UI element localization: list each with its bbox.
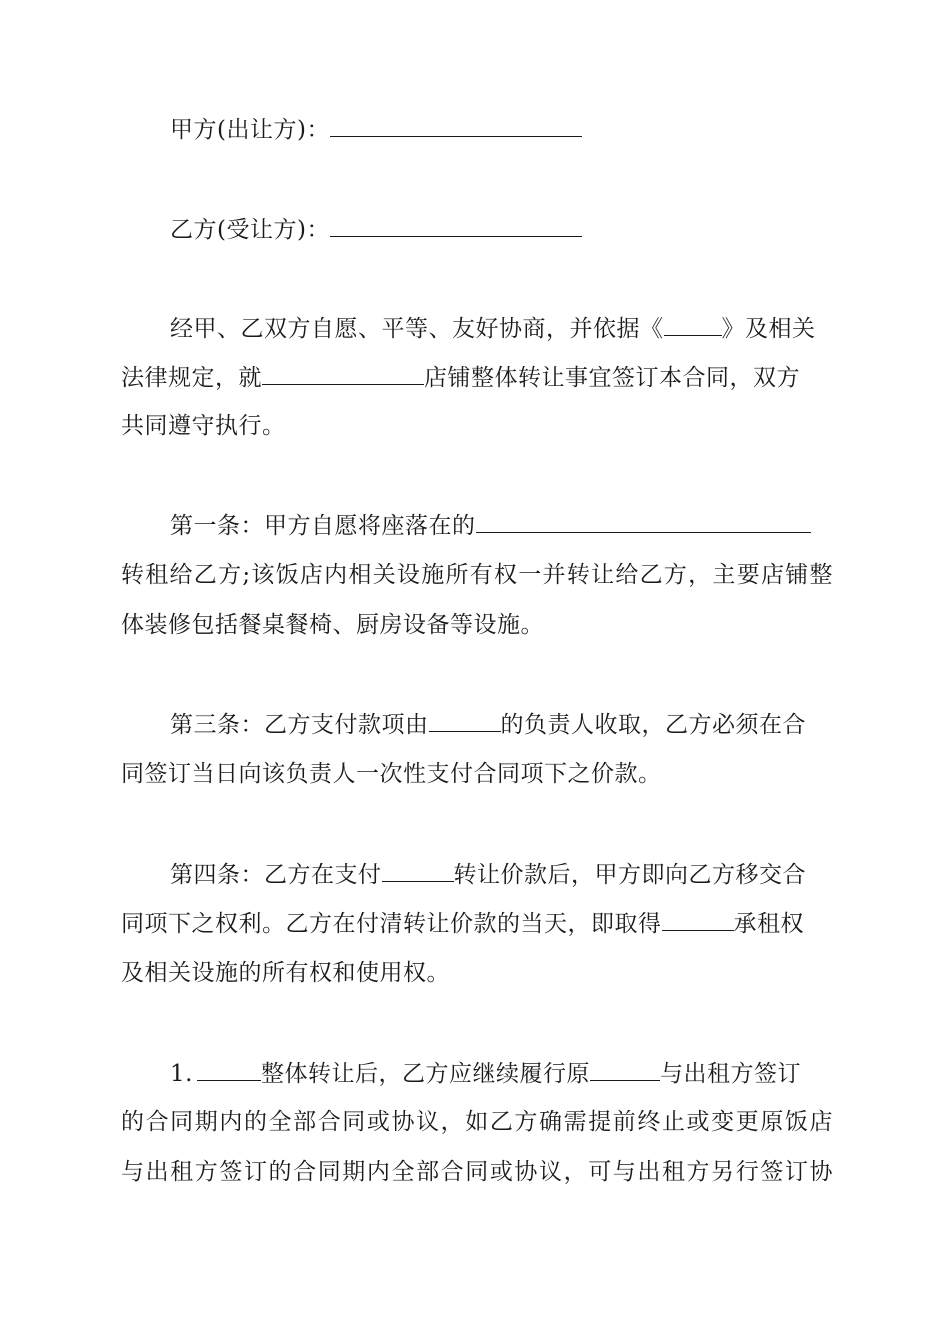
payee-blank[interactable]: [429, 709, 501, 732]
article4-line-3: 及相关设施的所有权和使用权。: [121, 960, 450, 986]
item1-blank-b[interactable]: [590, 1058, 660, 1081]
party-b-blank[interactable]: [330, 214, 582, 237]
lease-blank[interactable]: [662, 908, 734, 931]
party-a-blank[interactable]: [330, 114, 582, 137]
law-name-blank[interactable]: [664, 313, 722, 336]
item1-blank-a[interactable]: [197, 1058, 261, 1081]
party-a-line: [170, 114, 882, 145]
article1-line-2: 转租给乙方;该饭店内相关设施所有权一并转让给乙方，主要店铺整: [121, 562, 833, 588]
party-b-label: 乙方(受让方)：: [170, 217, 330, 243]
item1-line-3: 与出租方签订的合同期内全部合同或协议，可与出租方另行签订协: [121, 1159, 833, 1185]
party-a-label: 甲方(出让方)：: [170, 117, 330, 143]
preamble-line-1: 经甲、乙双方自愿、平等、友好协商，并依据《 》及相关: [170, 313, 833, 344]
article3-line-2: 同签订当日向该负责人一次性支付合同项下之价款。: [121, 761, 662, 787]
location-blank[interactable]: [476, 510, 811, 533]
store-name-blank[interactable]: [262, 362, 424, 385]
article4-line-1: 第四条：乙方在支付 转让价款后，甲方即向乙方移交合: [170, 859, 833, 890]
article3-line-1: 第三条：乙方支付款项由 的负责人收取，乙方必须在合: [170, 709, 833, 740]
item1-line-2: 的合同期内的全部合同或协议，如乙方确需提前终止或变更原饭店: [121, 1109, 833, 1135]
article4-line-2: 同项下之权利。乙方在付清转让价款的当天，即取得 承租权: [121, 908, 833, 939]
preamble-line-2: 法律规定，就 店铺整体转让事宜签订本合同，双方: [121, 362, 833, 393]
item1-line-1: 1. 整体转让后，乙方应继续履行原 与出租方签订: [170, 1058, 833, 1089]
price-blank[interactable]: [382, 859, 454, 882]
preamble-line-3: 共同遵守执行。: [121, 413, 286, 439]
party-b-line: [170, 214, 882, 245]
article1-line-1: 第一条：甲方自愿将座落在的: [170, 510, 833, 541]
article1-line-3: 体装修包括餐桌餐椅、厨房设备等设施。: [121, 612, 544, 638]
